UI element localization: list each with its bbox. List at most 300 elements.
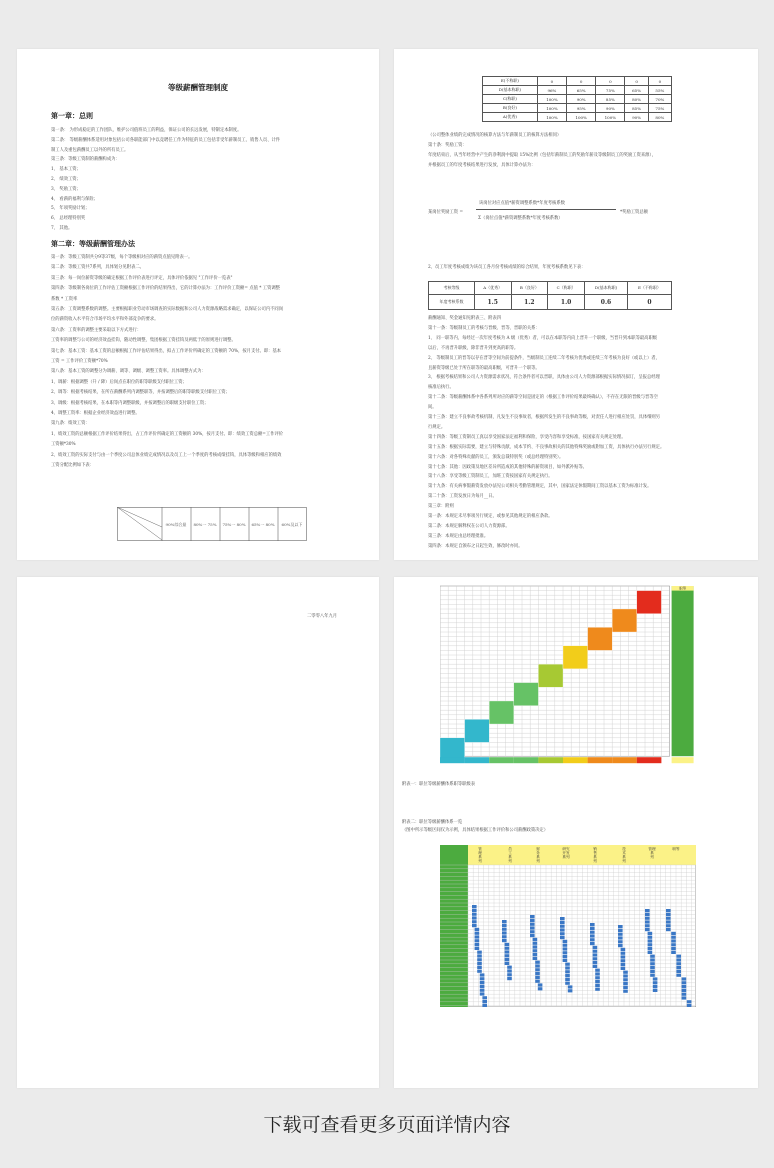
formula-numerator: 该岗位对应点值*薪资调整系数*年度考核系数: [479, 201, 565, 206]
series-block: [502, 935, 507, 938]
series-block: [623, 971, 628, 974]
table-cell: D(基本称职): [483, 86, 538, 95]
series-block: [595, 988, 600, 991]
series-block: [593, 946, 598, 949]
table-cell: 80%: [625, 95, 648, 104]
series-block: [645, 909, 650, 912]
series-block: [682, 977, 687, 980]
series-block: [590, 927, 595, 930]
series-block: [472, 905, 477, 908]
table-cell: 0: [648, 77, 671, 86]
series-block: [682, 993, 687, 996]
series-block: [648, 936, 653, 939]
series-block: [477, 966, 482, 969]
series-block: [682, 981, 687, 984]
text-line: 第十三条：建立不良事故考核机制，凡发生不良事故者，根据所发生的不良事故等级，对责任人进行相应处罚，具体细则另: [428, 415, 661, 420]
series-block: [666, 924, 671, 927]
series-block: [560, 932, 565, 935]
series-block: [595, 980, 600, 983]
series-block: [530, 919, 535, 922]
series-block: [502, 920, 507, 923]
text-line: 第三条：等级工资制的薪酬构成为：: [51, 157, 120, 163]
series-header-label: 售: [593, 851, 597, 855]
text-line: 第三条：本规定由总经理批准。: [428, 533, 489, 539]
series-block: [480, 973, 485, 976]
series-block: [530, 934, 535, 937]
series-block: [653, 985, 658, 988]
series-block: [666, 913, 671, 916]
text-line: 工资 = 工作评价工资额*70%: [51, 359, 108, 364]
text-line: 1、 基本工资；: [51, 167, 81, 173]
series-block: [590, 942, 595, 945]
series-block: [480, 981, 485, 984]
text-line: 工资分配比例如下表：: [51, 463, 94, 468]
series-block: [618, 944, 623, 947]
coef-cell: E（不称职）: [627, 282, 671, 295]
text-line: 第十一条：等级制员工的考核与晋级、晋等、晋职的关系：: [428, 325, 540, 331]
text-line: 第一条：本规定未尽事项另行规定，或参见其他规定的相应条款。: [428, 514, 553, 519]
coef-cell: 1.0: [548, 295, 585, 310]
text-line: 第四条：本规定自颁布之日起生效，修改时亦同。: [428, 543, 523, 549]
series-block: [475, 935, 480, 938]
series-block: [687, 1000, 692, 1003]
series-block: [563, 955, 568, 958]
series-block: [482, 1004, 487, 1007]
series-header-label: 管理: [648, 847, 656, 851]
series-block: [590, 934, 595, 937]
grade-level-chart: [440, 582, 700, 770]
table-cell: 85%: [596, 95, 625, 104]
formula-right: *奖励工资总额: [620, 210, 648, 215]
text-line: 第九条：绩效工资：: [51, 421, 90, 427]
table-cell: 90%: [625, 113, 648, 122]
series-block: [565, 963, 570, 966]
series-block: [682, 989, 687, 992]
coef-cell: 考核等级: [429, 282, 475, 295]
table-cell: C(称职): [483, 95, 538, 104]
series-block: [475, 928, 480, 931]
series-block: [565, 970, 570, 973]
formula-fraction-line: [476, 209, 616, 210]
series-block: [595, 976, 600, 979]
series-block: [645, 928, 650, 931]
text-line: 第十二条：等级薪酬体系中各系列所对应的薪等空间是固定的（根据工作评价结果最终确认），不存在无限的晋级与晋等空: [428, 395, 658, 401]
series-block: [676, 966, 681, 969]
series-block: [666, 920, 671, 923]
series-block: [560, 921, 565, 924]
series-block: [648, 943, 653, 946]
series-header-label: 列: [508, 859, 512, 863]
text-line: 核准后执行。: [428, 385, 454, 391]
text-line: 1、调薪：根据调整（升 / 降）后岗点在职位的职等职级支付职位工资；: [51, 379, 187, 385]
series-block: [535, 980, 540, 983]
grade-block: [612, 609, 637, 632]
series-block: [623, 990, 628, 993]
series-block: [682, 996, 687, 999]
band-corner: [672, 757, 694, 763]
series-block: [650, 966, 655, 969]
table-cell: B(良好): [483, 104, 538, 113]
series-block: [568, 989, 573, 992]
series-block: [671, 947, 676, 950]
level-column: [672, 586, 694, 756]
series-block: [623, 986, 628, 989]
table-cell: 55%: [648, 86, 671, 95]
text-line: 第二条：本规定解释权在公司人力资源部。: [428, 523, 510, 529]
series-block: [590, 938, 595, 941]
series-block: [565, 978, 570, 981]
grade-series-chart: [440, 845, 696, 1007]
text-line: 5、 年项奖励计划；: [51, 206, 90, 212]
annex-2-title: 附表二：职位等级薪酬体系一览: [402, 820, 463, 825]
series-block: [621, 955, 626, 958]
table-cell: 100%: [596, 113, 625, 122]
series-block: [590, 923, 595, 926]
grade-band: [612, 757, 637, 763]
series-block: [502, 928, 507, 931]
text-line: 第二条：等级工资共7系列，具体划分见附表二。: [51, 265, 144, 271]
series-block: [618, 933, 623, 936]
series-block: [671, 951, 676, 954]
series-block: [533, 945, 538, 948]
text-line: 2、 绩效工资；: [51, 177, 81, 182]
series-block: [650, 962, 655, 965]
series-header-label: 列: [593, 859, 597, 863]
series-block: [621, 952, 626, 955]
series-block: [480, 985, 485, 988]
grade-band: [637, 757, 662, 763]
series-header-label: 系: [650, 851, 654, 855]
series-block: [472, 909, 477, 912]
text-line: 1、绩效工资的总额根据工作评价结果得出，占工作评价所确定的工资额的 30%，按月支付。即：绩效工资总额=工作评价: [51, 431, 284, 437]
text-line: 年度结束后，从当年经营中产生的净利润中提取 15%比例（包括年薪制员工的奖励年薪及等级制员工的奖励工资来源），: [428, 153, 656, 158]
grade-block: [563, 646, 588, 669]
text-line: 4、 看薪的福利与保险；: [51, 196, 99, 202]
grade-band: [588, 757, 613, 763]
annual-coefficient-table: [428, 281, 672, 310]
series-block: [565, 982, 570, 985]
table-cell: 90%: [567, 95, 596, 104]
series-block: [623, 974, 628, 977]
series-block: [530, 930, 535, 933]
table-cell: 75%: [596, 86, 625, 95]
text-line: 2、 等级制员工的晋等以存在晋等空间为前提条件，当级制员工连续二年考核为优秀或连续三年考核为良好（或以上）者，: [428, 355, 660, 361]
series-header-label: 系: [478, 855, 482, 859]
series-block: [593, 957, 598, 960]
series-block: [530, 926, 535, 929]
grade-band: [489, 757, 514, 763]
text-line: 行规定。: [428, 424, 446, 430]
grade-block: [637, 591, 662, 614]
series-block: [472, 924, 477, 927]
grade-block: [588, 627, 613, 650]
formula-left: 某岗位奖励工资 =: [428, 210, 464, 215]
table-cell: 95%: [567, 104, 596, 113]
series-block: [530, 923, 535, 926]
series-block: [621, 963, 626, 966]
series-block: [505, 943, 510, 946]
series-header-label: 务: [536, 851, 540, 855]
series-header-label: 系: [593, 855, 597, 859]
text-line: 7、 其他。: [51, 226, 73, 231]
series-block: [480, 977, 485, 980]
grade-band: [563, 757, 588, 763]
table-cell: 100%: [567, 113, 596, 122]
series-block: [623, 978, 628, 981]
series-block: [477, 954, 482, 957]
document-page-4: [394, 577, 758, 1088]
series-block: [507, 969, 512, 972]
series-header-label: 技: [622, 847, 626, 851]
series-header-label: 财: [536, 847, 540, 851]
series-header-label: 职等: [672, 847, 680, 851]
text-line: 第四条：等级制各岗位的工作评估工资额根据工作评价的结果得出，它的计算办法为：工作评价工资额= 点值 * 工资调整: [51, 286, 280, 292]
text-line: 第三章：附则: [428, 504, 454, 510]
series-block: [482, 996, 487, 999]
table-cell: E(不称职): [483, 77, 538, 86]
series-block: [618, 936, 623, 939]
series-block: [568, 985, 573, 988]
table-cell: 65%: [567, 86, 596, 95]
table-cell: 100%: [537, 95, 566, 104]
series-block: [535, 972, 540, 975]
series-header-label: 术: [622, 851, 626, 855]
series-block: [590, 931, 595, 934]
series-block: [533, 957, 538, 960]
chapter-2-heading: 第二章：等级薪酬管理办法: [51, 239, 135, 248]
series-block: [507, 973, 512, 976]
coef-cell: C（称职）: [548, 282, 585, 295]
series-block: [565, 966, 570, 969]
grade-block: [489, 701, 514, 724]
series-block: [472, 913, 477, 916]
text-line: 第一条： 为形成稳定的工作团队，维护公司值班员工的利益，保证公司的长远发展，特制定本制度。: [51, 128, 242, 133]
grade-block: [514, 683, 539, 706]
series-header-label: 系列: [562, 855, 570, 859]
document-page-1: [17, 49, 379, 560]
series-block: [618, 925, 623, 928]
series-block: [475, 947, 480, 950]
series-block: [480, 989, 485, 992]
series-header-label: 列: [478, 859, 482, 863]
formula-denominator: Σ（岗位点值*薪资调整系数*年度考核系数）: [478, 216, 563, 221]
series-block: [648, 939, 653, 942]
series-block: [530, 915, 535, 918]
series-header-label: 系: [622, 855, 626, 859]
series-block: [653, 981, 658, 984]
series-block: [475, 943, 480, 946]
text-line: 工资额*30%: [51, 442, 76, 448]
series-block: [482, 1000, 487, 1003]
series-block: [535, 968, 540, 971]
series-header-label: 系: [536, 855, 540, 859]
text-line: 2、绩效工资的实际支付与由一个季度公司总体业绩完成情况以及员工上一个季度的考核成绩挂钩，具体等级和相应的绩效: [51, 452, 282, 458]
annex-1-caption: 附表一：职位等级薪酬体系职等职级表: [402, 782, 476, 787]
text-line: 薪酬通知、奖金通知见附表三、附表四: [428, 316, 502, 321]
text-line: 2、员工年度考核成绩为该员工各月份考核成绩的综合结果，年度考核系数见下表：: [428, 265, 586, 270]
series-header-label: 员: [508, 847, 512, 851]
series-block: [477, 958, 482, 961]
series-block: [507, 977, 512, 980]
series-block: [645, 920, 650, 923]
series-block: [650, 974, 655, 977]
series-block: [533, 949, 538, 952]
series-block: [480, 992, 485, 995]
series-block: [533, 953, 538, 956]
series-block: [671, 939, 676, 942]
table-cell: 65%: [625, 86, 648, 95]
table-cell: 70%: [648, 95, 671, 104]
table-cell: 0: [567, 77, 596, 86]
mini-col-4: 65%一 80%: [251, 522, 275, 527]
series-header-label: 开发: [562, 851, 570, 855]
series-block: [593, 961, 598, 964]
series-block: [502, 931, 507, 934]
table-cell: 0: [537, 77, 566, 86]
series-header-label: 列: [650, 855, 654, 859]
series-block: [475, 939, 480, 942]
series-block: [645, 917, 650, 920]
series-block: [477, 962, 482, 965]
table-cell: 100%: [537, 104, 566, 113]
text-line: 以后，不再晋升职级，除非晋升到更高的职等。: [428, 345, 519, 351]
text-line: 并根据员工的年度考核结果进行发放，具体计算办法为：: [428, 163, 536, 168]
series-block: [648, 932, 653, 935]
series-block: [623, 982, 628, 985]
series-block: [648, 951, 653, 954]
series-block: [618, 940, 623, 943]
performance-ratio-table: [482, 76, 672, 122]
series-block: [687, 1004, 692, 1007]
text-line: 第十九条：有关病事假薪资发放办法见公司相关考勤管理规定，其中，国家法定休假期间工资以基本工资为标准计发。: [428, 484, 652, 490]
series-block: [507, 966, 512, 969]
text-line: 第八条：基本工资的调整分为调薪、调等、调级、调整工资率。具体调整方式为：: [51, 369, 206, 375]
series-block: [535, 964, 540, 967]
table-cell: 80%: [648, 113, 671, 122]
text-line: （公司整体业绩的完成情况的核算方法与年薪制员工的核算方法相同）: [428, 133, 562, 138]
text-line: 第二十条：工资发放日为每月__日。: [428, 494, 497, 500]
series-block: [560, 928, 565, 931]
series-block: [650, 955, 655, 958]
series-header-label: 研究: [562, 847, 570, 851]
series-block: [618, 929, 623, 932]
series-block: [505, 954, 510, 957]
series-block: [538, 987, 543, 990]
series-block: [645, 913, 650, 916]
mini-col-5: 60%及以下: [281, 522, 303, 527]
grade-block: [465, 719, 490, 742]
series-block: [560, 925, 565, 928]
series-block: [648, 947, 653, 950]
series-block: [475, 932, 480, 935]
series-block: [653, 977, 658, 980]
table-cell: 90%: [596, 104, 625, 113]
series-block: [563, 940, 568, 943]
text-line: 3、 根据考核结果和公司人力资源需求状况，符合条件者可以晋职，具体由公司人力资源部根据实际情况拟订，呈报总经理: [428, 375, 660, 381]
text-line: 第十五条：根据实际需要，建立与特殊贡献、成本节约、不良事故相关的其他特殊奖励或附加工资，具体执行办法另行规定。: [428, 444, 665, 450]
coef-cell: 1.2: [511, 295, 548, 310]
series-block: [666, 928, 671, 931]
text-line: 第七条：基本工资：基本工资的总额根据工作评估结果得出，拟占工作评价所确定的工资额的 70%，按月支付。即：基本: [51, 348, 282, 354]
text-line: 第三条：每一岗位薪资等级的确定根据工作评价表进行评定，具体评价依据见 "工作评价一览表": [51, 275, 233, 281]
text-line: 工资率的调整与公司的经济效益挂钩，随动性调整，集团根据工资挂钩及两低于的原则进行调整。: [51, 338, 236, 344]
series-block: [563, 944, 568, 947]
document-date: 二零零八年九月: [307, 614, 338, 619]
series-header-label: 销: [593, 847, 597, 851]
series-block: [621, 959, 626, 962]
text-line: 间。: [428, 405, 437, 411]
series-block: [653, 989, 658, 992]
series-header-label: 系: [508, 855, 512, 859]
series-block: [621, 948, 626, 951]
series-block: [472, 920, 477, 923]
series-block: [563, 959, 568, 962]
grade-band: [440, 757, 465, 763]
table-cell: 100%: [537, 113, 566, 122]
table-cell: 0: [596, 77, 625, 86]
download-more-footer: 下载可查看更多页面详情内容: [263, 1114, 511, 1136]
mini-col-1: 90%综合最: [165, 522, 187, 527]
series-block: [502, 939, 507, 942]
series-block: [671, 936, 676, 939]
coef-cell: A（优秀）: [474, 282, 511, 295]
series-block: [505, 962, 510, 965]
series-block: [538, 983, 543, 986]
series-block: [502, 924, 507, 927]
series-block: [477, 951, 482, 954]
text-line: 且薪资等级已处于所在职等的最高职级，可晋升一个职等。: [428, 365, 540, 371]
series-block: [563, 947, 568, 950]
bonus-ratio-mini-table: [117, 507, 307, 541]
series-block: [645, 924, 650, 927]
chapter-1-heading: 第一章：总则: [51, 111, 93, 120]
series-block: [565, 974, 570, 977]
series-block: [666, 917, 671, 920]
grade-band: [514, 757, 539, 763]
series-block: [676, 958, 681, 961]
text-line: 第十六条：对各特殊贡献的员工，颁发总裁特别奖（或总经理特别奖）。: [428, 454, 564, 460]
text-line: 4、调整工资率：根据企业经济效益进行调整。: [51, 411, 140, 416]
series-block: [595, 972, 600, 975]
series-block: [505, 958, 510, 961]
grade-band: [465, 757, 490, 763]
series-block: [671, 943, 676, 946]
text-line: 3、 奖励工资；: [51, 186, 81, 192]
series-block: [472, 916, 477, 919]
grade-band: [538, 757, 563, 763]
mini-col-2: 80%一 75%: [193, 522, 217, 527]
series-header-label: 列: [536, 859, 540, 863]
text-line: 6、 总经理特别奖: [51, 216, 86, 222]
grade-block: [538, 664, 563, 687]
series-block: [671, 932, 676, 935]
series-block: [650, 970, 655, 973]
series-block: [477, 970, 482, 973]
series-block: [676, 955, 681, 958]
text-line: 第十条：奖励工资：: [428, 143, 467, 148]
text-line: 第十四条：等级工资制员工真以享受国家法定福利和保险，享受内容和享受标准，按国家有关规定处理。: [428, 434, 626, 440]
series-header-label: 管: [478, 847, 482, 851]
series-block: [676, 962, 681, 965]
document-page-2: [394, 49, 758, 560]
series-block: [535, 976, 540, 979]
table-cell: A(优秀): [483, 113, 538, 122]
text-line: 制工人及重包薪酬员工以外的所有员工。: [51, 147, 129, 153]
series-block: [560, 936, 565, 939]
series-header-label: 列: [622, 859, 626, 863]
text-line: 系数 * 工资率: [51, 296, 78, 302]
series-block: [666, 909, 671, 912]
